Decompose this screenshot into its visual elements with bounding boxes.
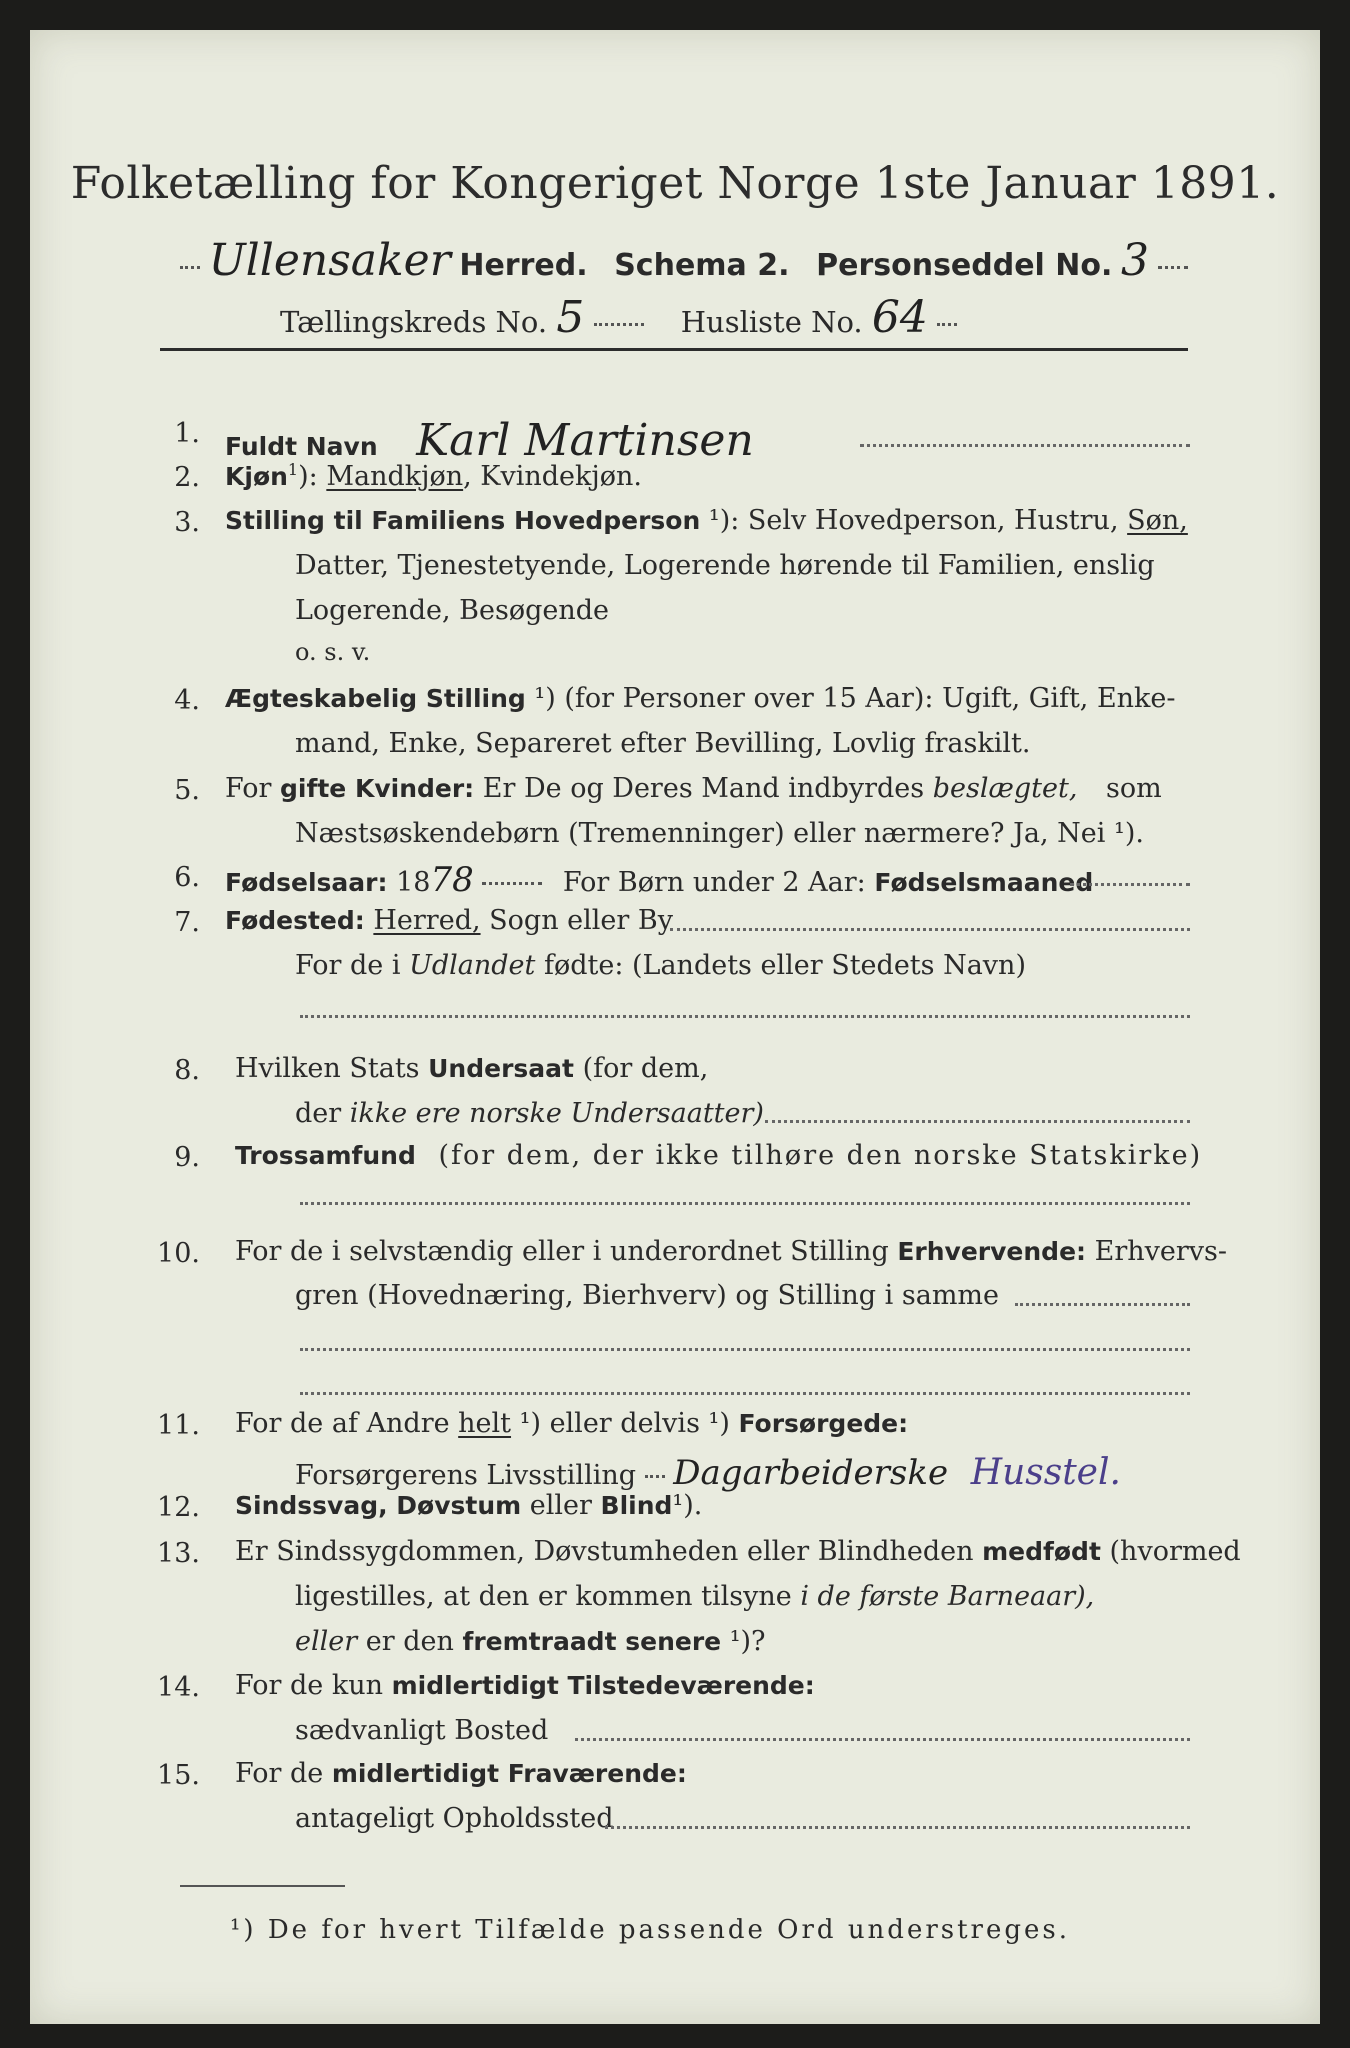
husliste-value: 64	[871, 292, 928, 343]
personseddel-value: 3	[1121, 235, 1149, 286]
q3-line4: o. s. v.	[295, 638, 371, 666]
item-number: 10.	[157, 1238, 200, 1269]
q12-label2: Blind	[600, 1491, 673, 1520]
q6-year: 78	[430, 860, 474, 900]
q3-line3: Logerende, Besøgende	[295, 595, 609, 626]
item-number: 12.	[157, 1492, 200, 1523]
q5-row: For gifte Kvinder: Er De og Deres Mand indbyrdes beslægtet, som	[225, 773, 1162, 804]
q9-row: Trossamfund (for dem, der ikke tilhøre den norske Statskirke)	[235, 1140, 1203, 1171]
item-number: 4.	[174, 685, 200, 716]
q13-label: medfødt	[982, 1537, 1101, 1566]
q2-row: Kjøn$^1$): Mandkjøn, Kvindekjøn.	[225, 460, 642, 492]
herred-value: Ullensaker	[208, 235, 451, 286]
q13-row: Er Sindssygdommen, Døvstumheden eller Blindheden medfødt (hvormed	[235, 1536, 1241, 1567]
item-number: 7.	[174, 907, 200, 938]
q3-row: Stilling til Familiens Hovedperson ¹): Selv Hovedperson, Hustru, Søn,	[225, 505, 1188, 536]
q11-label: Forsørgede:	[738, 1409, 909, 1438]
q12-row: Sindssvag, Døvstum eller Blind¹).	[235, 1490, 703, 1521]
item-number: 13.	[157, 1538, 200, 1569]
q12-label: Sindssvag, Døvstum	[235, 1491, 522, 1520]
q10-label: Erhvervende:	[897, 1237, 1087, 1266]
q4-line2: mand, Enke, Separeret efter Bevilling, Lovlig fraskilt.	[295, 728, 1031, 759]
q1-answer: Karl Martinsen	[416, 415, 754, 466]
kreds-label: Tællingskreds No.	[280, 305, 548, 339]
q15-label: midlertidigt Fraværende:	[331, 1759, 687, 1788]
item-number: 14.	[157, 1672, 200, 1703]
q7-line2: For de i Udlandet fødte: (Landets eller Stedets Navn)	[295, 950, 1026, 981]
q3-selected-son: Søn,	[1127, 505, 1188, 536]
header-rule	[160, 348, 1188, 351]
q8-line2: der ikke ere norske Undersaatter)	[295, 1098, 764, 1129]
q13-line2: ligestilles, at den er kommen tilsyne i de første Barneaar),	[295, 1581, 1095, 1612]
form-title: Folketælling for Kongeriget Norge 1ste Januar 1891.	[70, 158, 1280, 209]
q1-label: Fuldt Navn	[225, 432, 378, 461]
q2-option-male: Mandkjøn	[326, 461, 464, 492]
q11-answer: Dagarbeiderske	[673, 1453, 949, 1493]
husliste-label: Husliste No.	[680, 305, 863, 339]
q6-label: Fødselsaar:	[225, 868, 388, 897]
q4-row: Ægteskabelig Stilling ¹) (for Personer over 15 Aar): Ugift, Gift, Enke-	[225, 683, 1176, 714]
herred-row	[180, 235, 1188, 286]
item-number: 11.	[157, 1410, 200, 1441]
personseddel-label: Personseddel No.	[816, 248, 1113, 283]
q3-line2: Datter, Tjenestetyende, Logerende hørende til Familien, enslig	[295, 550, 1155, 581]
herred-label: Herred.	[459, 248, 588, 283]
q14-row: For de kun midlertidigt Tilstedeværende:	[235, 1670, 815, 1701]
q2-option-female: Kvindekjøn.	[480, 461, 642, 492]
q6-label2: Fødselsmaaned	[874, 868, 1094, 897]
q11-line2: Forsørgerens Livsstilling Dagarbeiderske Husstel.	[295, 1452, 1121, 1493]
q9-label: Trossamfund	[235, 1141, 416, 1170]
item-number: 15.	[157, 1760, 200, 1791]
q15-line2: antageligt Opholdssted	[295, 1803, 614, 1834]
q3-label: Stilling til Familiens Hovedperson	[225, 506, 701, 535]
q8-row: Hvilken Stats Undersaat (for dem,	[235, 1053, 709, 1084]
q6-row: Fødselsaar: 1878 For Børn under 2 Aar: Fødselsmaaned	[225, 860, 1094, 900]
item-number: 8.	[174, 1055, 200, 1086]
footnote-rule	[180, 1885, 345, 1887]
footnote: ¹) De for hvert Tilfælde passende Ord understreges.	[230, 1915, 1071, 1945]
census-form	[30, 30, 1320, 2024]
q7-selected-herred: Herred,	[373, 905, 481, 936]
schema-label: Schema 2.	[614, 248, 790, 283]
q1-row	[225, 415, 754, 466]
q7-row: Fødested: Herred, Sogn eller By	[225, 905, 673, 936]
q14-line2: sædvanligt Bosted	[295, 1715, 549, 1746]
q11-answer-annotation: Husstel.	[970, 1452, 1121, 1493]
item-number: 5.	[174, 775, 200, 806]
q5-label: gifte Kvinder:	[280, 774, 475, 803]
q11-selected-helt: helt	[458, 1408, 512, 1439]
item-number: 9.	[174, 1142, 200, 1173]
item-number: 6.	[174, 862, 200, 893]
q8-label: Undersaat	[428, 1054, 574, 1083]
q7-label: Fødested:	[225, 906, 365, 935]
q5-line2: Næstsøskendebørn (Tremenninger) eller nærmere? Ja, Nei ¹).	[295, 818, 1144, 849]
item-number: 3.	[174, 507, 200, 538]
q14-label: midlertidigt Tilstedeværende:	[391, 1671, 815, 1700]
item-number: 1.	[174, 418, 200, 449]
q13-line3: eller er den fremtraadt senere ¹)?	[295, 1626, 766, 1657]
q10-line2: gren (Hovednæring, Bierhverv) og Stilling i samme	[295, 1280, 1000, 1311]
item-number: 2.	[174, 462, 200, 493]
q15-row: For de midlertidigt Fraværende:	[235, 1758, 687, 1789]
q10-row: For de i selvstændig eller i underordnet Stilling Erhvervende: Erhvervs-	[235, 1236, 1228, 1267]
kreds-row	[280, 292, 957, 343]
q2-label: Kjøn	[225, 462, 288, 491]
q4-label: Ægteskabelig Stilling	[225, 684, 526, 713]
q11-row: For de af Andre helt ¹) eller delvis ¹) Forsørgede:	[235, 1408, 909, 1439]
kreds-value: 5	[556, 292, 585, 343]
